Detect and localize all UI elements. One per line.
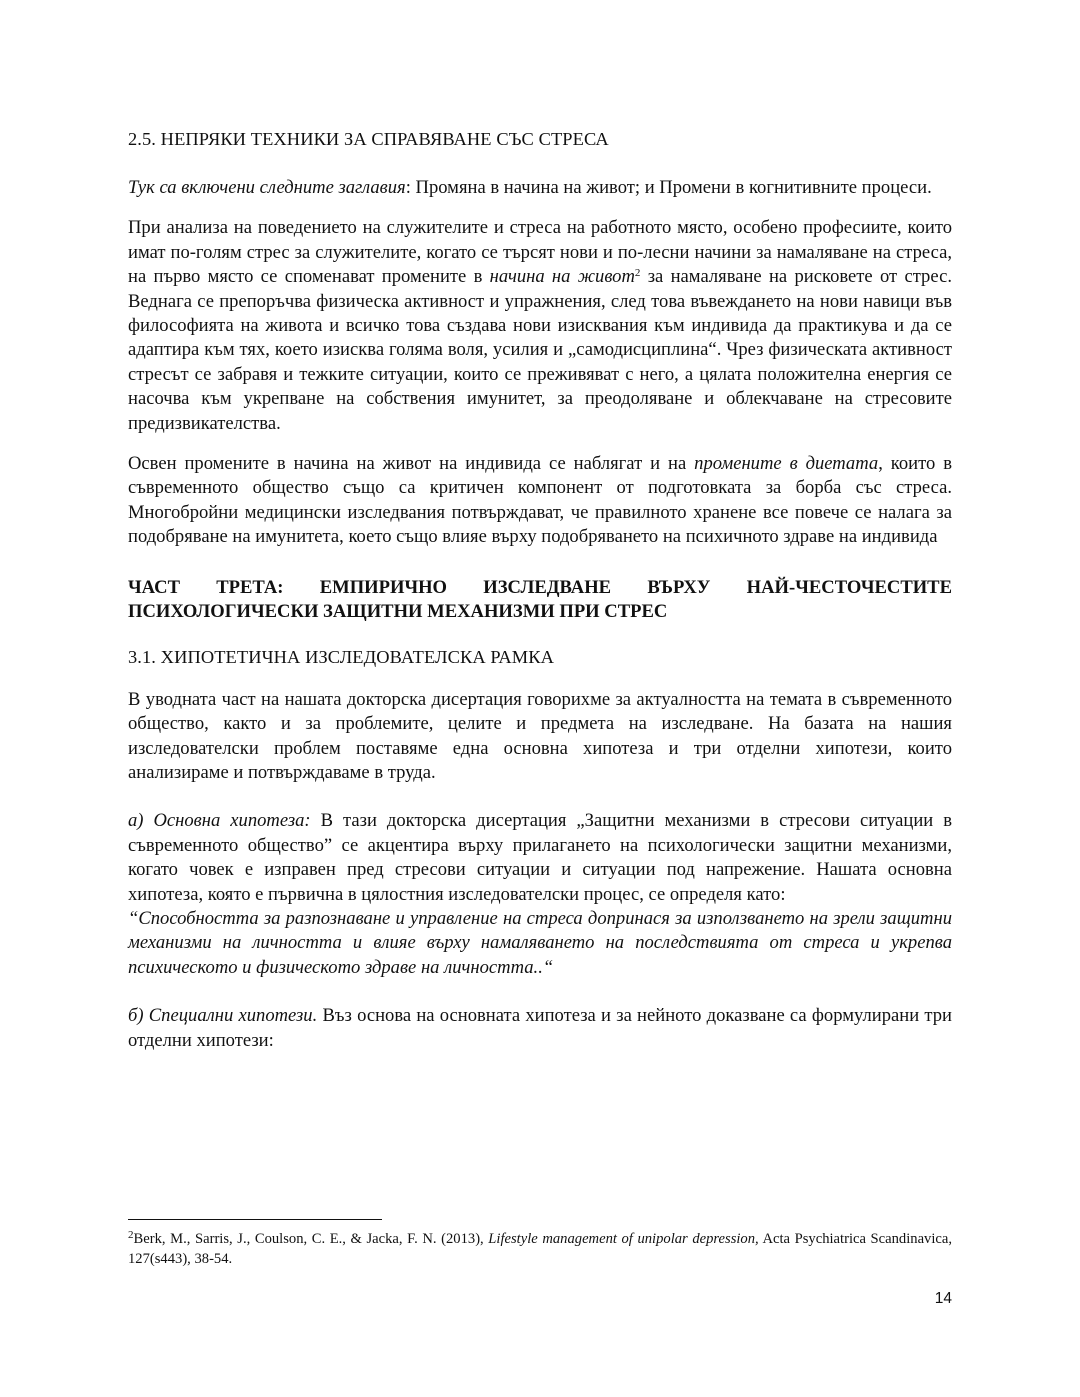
section-3-1-title: 3.1. ХИПОТЕТИЧНА ИЗСЛЕДОВАТЕЛСКА РАМКА [128, 646, 554, 667]
section-2-5-intro [128, 176, 952, 200]
footnote-italic: Lifestyle management of unipolar depression, [488, 1231, 759, 1247]
section-2-5-paragraph-1 [128, 216, 952, 436]
special-hypotheses-text: Въз основа на основната хипотеза и за нейното доказване са формулирани три отделни хипотези: [128, 1005, 952, 1051]
p1-italic: начина на живот [489, 266, 635, 288]
intro-italic: Тук са включени следните заглавия [128, 177, 406, 198]
main-hypothesis-text: В тази докторска дисертация „Защитни механизми в стресови ситуации в съвременното общество” се акцентира върху прилагането на психологически защитни механизми, когато човек е изправен пред стресови ситуации и ситуации под напрежение. Нашата основна хипотеза, която е първична в цялостния изследователски процес, се определя като: [128, 810, 952, 905]
footnote-text-a: Berk, M., Sarris, J., Coulson, C. E., & Jacka, F. N. (2013), [133, 1231, 489, 1247]
footnote-separator [128, 1219, 382, 1220]
page-content [128, 128, 952, 1053]
main-hypothesis-label: а) Основна хипотеза: [128, 810, 311, 832]
special-hypotheses-paragraph [128, 1004, 952, 1053]
p2-italic: промените в диетата [694, 453, 879, 475]
footnote-text-b: Acta Psychiatrica Scandinavica, 127(s443), 38-54. [128, 1231, 952, 1267]
p2-text-b: , които в съвременното общество също са критичен компонент от подготовката за борба със стреса. Многобройни медицински изследвания потвърждават, че правилното хранене все повече се налага за подобряване на имунитета, което също влияе върху подобряването на психичното здраве на индивида [128, 453, 952, 548]
p1-text-b: за намаляване на рисковете от стрес. Веднага се препоръчва физическа активност и упражнения, след това въвеждането на нови навици във философията на живота и всичко това създава нови изисквания към индивида да практикува и да се адаптира към тях, което изисква голяма воля, усилия и „самодисциплина“. Чрез физическата активност стресът се забравя и тежките ситуации, които се преживяват с него, а цялата положителна енергия се насочва към укрепване на собствения имунитет, за преодоляване и облекчаване на стресовите предизвикателства. [128, 266, 952, 434]
p1-text-a: При анализа на поведението на служителите и стреса на работното място, особено професиите, които имат по-голям стрес за служителите, когато се търсят нови и по-лесни начини за намаляване на стреса, на първо място се споменават промените в [128, 217, 952, 288]
section-3-1-paragraph-1: В уводната част на нашата докторска дисертация говорихме за актуалността на темата в съвременното общество, както и за проблемите, целите и предмета на изследване. На базата на нашия изследователски проблем поставяме една основна хипотеза и три отделни хипотези, които анализираме и потвърждаваме в труда. [128, 688, 952, 783]
intro-rest: : Промяна в начина на живот; и Промени в когнитивните процеси. [405, 177, 932, 198]
section-2-5-paragraph-2 [128, 452, 952, 550]
p2-text-a: Освен промените в начина на живот на индивида се наблягат и на [128, 453, 695, 475]
footnote-number: 2 [128, 1229, 134, 1242]
footnote [128, 1229, 952, 1269]
footnote-ref: 2 [634, 267, 641, 280]
special-hypotheses-label: б) Специални хипотези. [128, 1005, 318, 1027]
main-hypothesis-paragraph [128, 809, 952, 907]
main-hypothesis-quote: “Способността за разпознаване и управление на стреса допринася за използването на зрели защитни механизми на личността и влияе върху намаляването на последствията от стреса и укрепва психическото и физическото здраве на личността..“ [128, 907, 952, 978]
part-three-heading: ЧАСТ ТРЕТА: ЕМПИРИЧНО ИЗСЛЕДВАНЕ ВЪРХУ НАЙ-ЧЕСТОЧЕСТИТЕ ПСИХОЛОГИЧЕСКИ ЗАЩИТНИ МЕХАНИЗМИ ПРИ СТРЕС [128, 576, 952, 622]
section-2-5-title: 2.5. НЕПРЯКИ ТЕХНИКИ ЗА СПРАВЯВАНЕ СЪС СТРЕСА [128, 129, 609, 149]
page-number: 14 [934, 1290, 952, 1307]
